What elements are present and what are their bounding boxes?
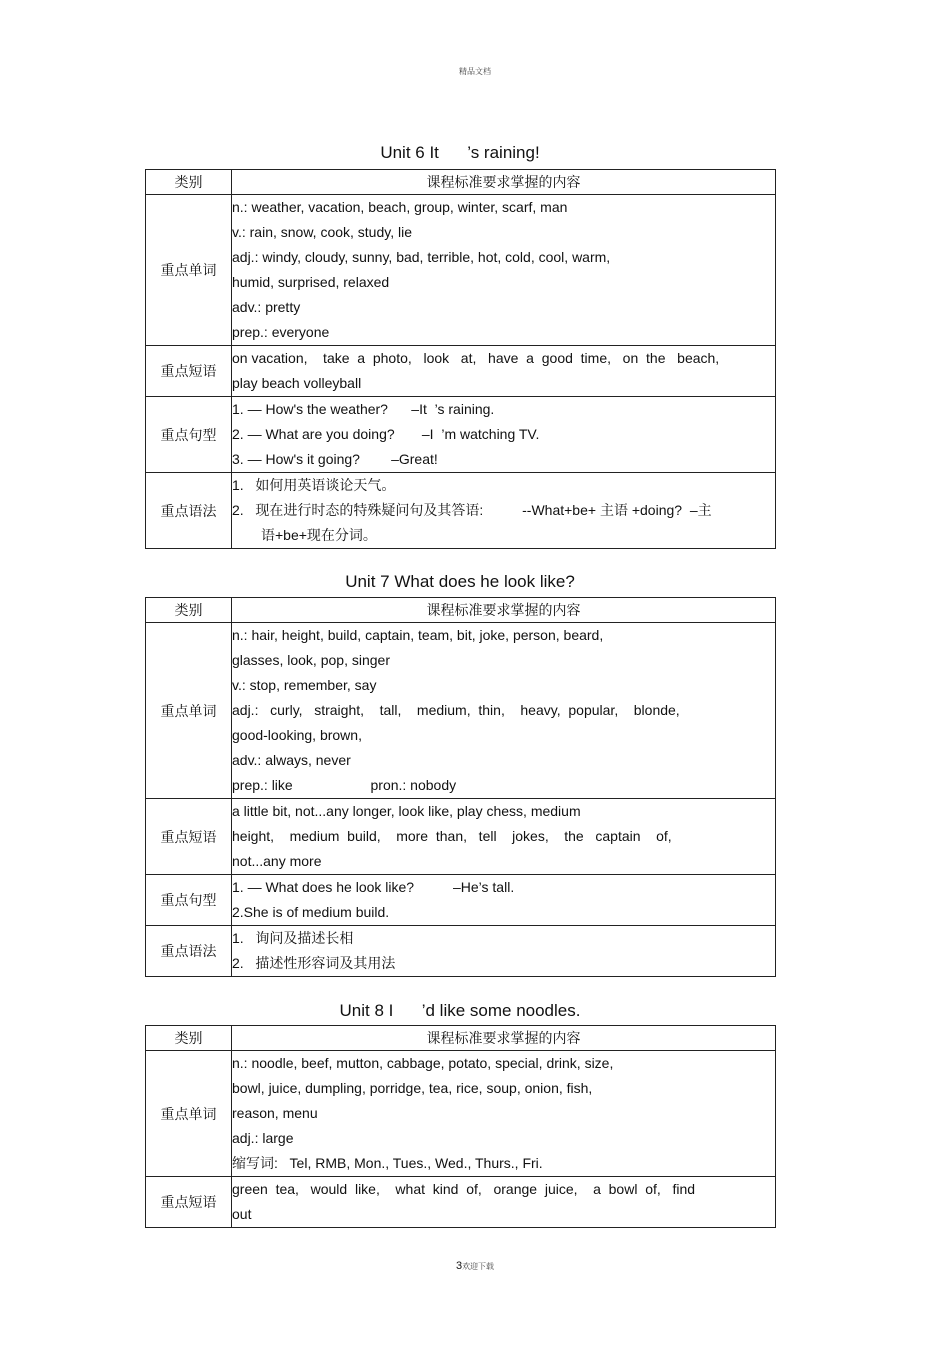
header-content: 课程标准要求掌握的内容 bbox=[232, 1026, 776, 1051]
table-row bbox=[146, 623, 776, 799]
content-line: 缩写词: Tel, RMB, Mon., Tues., Wed., Thurs., Fri. bbox=[232, 1155, 543, 1171]
content-line: humid, surprised, relaxed bbox=[232, 274, 390, 290]
unit-8-table bbox=[145, 1025, 776, 1228]
row-category: 重点短语 bbox=[146, 346, 232, 397]
content-line: adv.: pretty bbox=[232, 299, 301, 315]
header-content: 课程标准要求掌握的内容 bbox=[232, 598, 776, 623]
row-content bbox=[232, 623, 776, 799]
content-line: 1. — What does he look like? –He’s tall. bbox=[232, 879, 515, 895]
content-line: prep.: like pron.: nobody bbox=[232, 777, 457, 793]
row-content bbox=[232, 397, 776, 473]
row-category: 重点短语 bbox=[146, 1177, 232, 1228]
row-content bbox=[232, 1177, 776, 1228]
row-category: 重点句型 bbox=[146, 875, 232, 926]
table-row bbox=[146, 473, 776, 549]
row-category: 重点语法 bbox=[146, 473, 232, 549]
row-category: 重点单词 bbox=[146, 1051, 232, 1177]
table-header-row bbox=[146, 170, 776, 195]
content-line: v.: rain, snow, cook, study, lie bbox=[232, 224, 413, 240]
content-line: out bbox=[232, 1206, 252, 1222]
row-content bbox=[232, 195, 776, 346]
table-row bbox=[146, 397, 776, 473]
row-category: 重点短语 bbox=[146, 799, 232, 875]
content-line: green tea, would like, what kind of, orange juice, a bowl of, find bbox=[232, 1181, 696, 1197]
content-line: not...any more bbox=[232, 853, 322, 869]
table-row bbox=[146, 799, 776, 875]
content-line: adj.: curly, straight, tall, medium, thin, heavy, popular, blonde, bbox=[232, 702, 680, 718]
content-line: height, medium build, more than, tell jokes, the captain of, bbox=[232, 828, 672, 844]
row-content bbox=[232, 926, 776, 977]
content-line: n.: noodle, beef, mutton, cabbage, potato, special, drink, size, bbox=[232, 1055, 614, 1071]
row-content bbox=[232, 875, 776, 926]
footer-text: 欢迎下载 bbox=[462, 1262, 495, 1271]
content-line: 2. 描述性形容词及其用法 bbox=[232, 955, 396, 971]
header-category: 类别 bbox=[146, 1026, 232, 1051]
unit-8-title: Unit 8 I ’d like some noodles. bbox=[339, 1001, 581, 1020]
content-line: adj.: windy, cloudy, sunny, bad, terrible, hot, cold, cool, warm, bbox=[232, 249, 611, 265]
unit-6-table bbox=[145, 169, 776, 549]
content-line: 2. — What are you doing? –I ’m watching TV. bbox=[232, 426, 540, 442]
content-line: n.: hair, height, build, captain, team, bit, joke, person, beard, bbox=[232, 627, 604, 643]
content-line: v.: stop, remember, say bbox=[232, 677, 377, 693]
row-content bbox=[232, 799, 776, 875]
content-line: glasses, look, pop, singer bbox=[232, 652, 390, 668]
content-line: on vacation, take a photo, look at, have a good time, on the beach, bbox=[232, 350, 720, 366]
header-category: 类别 bbox=[146, 170, 232, 195]
table-row bbox=[146, 346, 776, 397]
table-row bbox=[146, 1051, 776, 1177]
row-content bbox=[232, 473, 776, 549]
page-footer bbox=[0, 1260, 950, 1272]
row-content bbox=[232, 346, 776, 397]
content-line: adj.: large bbox=[232, 1130, 294, 1146]
content-line: play beach volleyball bbox=[232, 375, 362, 391]
content-line: good-looking, brown, bbox=[232, 727, 362, 743]
row-category: 重点单词 bbox=[146, 195, 232, 346]
content-line: 2.She is of medium build. bbox=[232, 904, 390, 920]
table-header-row bbox=[146, 598, 776, 623]
content-line: 1. 如何用英语谈论天气。 bbox=[232, 477, 396, 493]
row-category: 重点单词 bbox=[146, 623, 232, 799]
content-line: 1. — How's the weather? –It ’s raining. bbox=[232, 401, 495, 417]
content-line: 2. 现在进行时态的特殊疑问句及其答语: --What+be+ 主语 +doing? –主 bbox=[232, 502, 712, 518]
unit-7-title: Unit 7 What does he look like? bbox=[345, 572, 575, 591]
content-line: 3. — How's it going? –Great! bbox=[232, 451, 438, 467]
content-line: prep.: everyone bbox=[232, 324, 330, 340]
row-content bbox=[232, 1051, 776, 1177]
content-line: n.: weather, vacation, beach, group, winter, scarf, man bbox=[232, 199, 568, 215]
table-row bbox=[146, 926, 776, 977]
header-category: 类别 bbox=[146, 598, 232, 623]
table-row bbox=[146, 1177, 776, 1228]
unit-7-table bbox=[145, 597, 776, 977]
table-header-row bbox=[146, 1026, 776, 1051]
unit-6-title: Unit 6 It ’s raining! bbox=[380, 143, 540, 162]
content-line: 语+be+现在分词。 bbox=[261, 527, 377, 543]
table-row bbox=[146, 875, 776, 926]
page-number: 3 bbox=[455, 1260, 463, 1272]
content-line: adv.: always, never bbox=[232, 752, 351, 768]
row-category: 重点语法 bbox=[146, 926, 232, 977]
content-line: a little bit, not...any longer, look like, play chess, medium bbox=[232, 803, 581, 819]
header-content: 课程标准要求掌握的内容 bbox=[232, 170, 776, 195]
table-row bbox=[146, 195, 776, 346]
content-line: reason, menu bbox=[232, 1105, 318, 1121]
header-watermark: 精品文档 bbox=[459, 67, 491, 76]
content-line: 1. 询问及描述长相 bbox=[232, 930, 354, 946]
content-line: bowl, juice, dumpling, porridge, tea, rice, soup, onion, fish, bbox=[232, 1080, 593, 1096]
row-category: 重点句型 bbox=[146, 397, 232, 473]
